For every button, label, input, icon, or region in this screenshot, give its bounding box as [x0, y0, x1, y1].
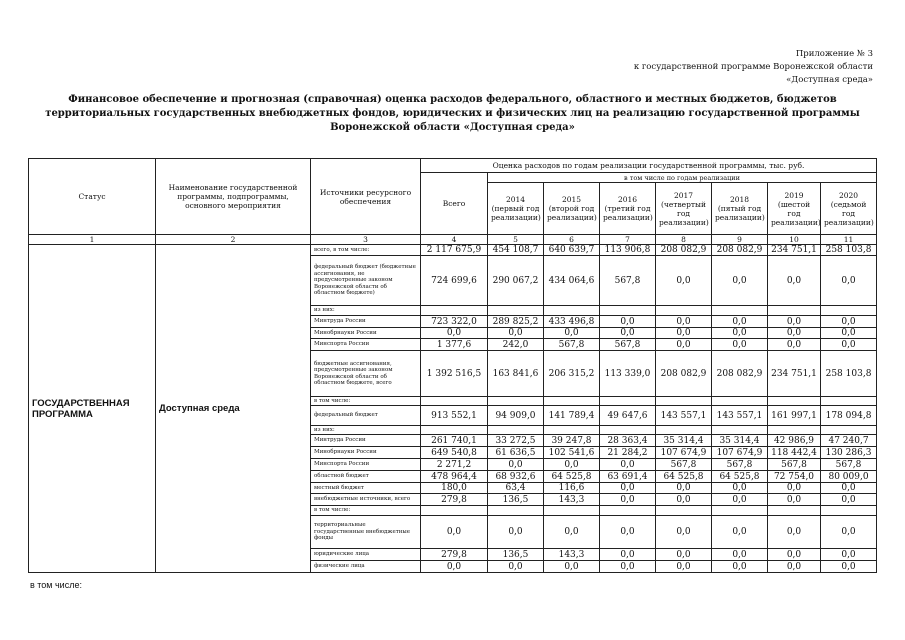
- value-total: 723 322,0: [421, 316, 488, 328]
- value-year: 64 525,8: [544, 471, 600, 483]
- value-year: 0,0: [821, 483, 877, 494]
- value-year: 49 647,6: [600, 406, 656, 426]
- value-year: 0,0: [821, 549, 877, 561]
- footer-note: в том числе:: [30, 580, 82, 590]
- value-year: 433 496,8: [544, 316, 600, 328]
- source-label: областной бюджет: [311, 471, 421, 483]
- value-year: 258 103,8: [821, 245, 877, 256]
- value-year: [544, 506, 600, 516]
- value-year: 234 751,1: [768, 245, 821, 256]
- value-year: 0,0: [712, 316, 768, 328]
- header-status: Статус: [29, 159, 156, 235]
- value-year: 113 906,8: [600, 245, 656, 256]
- value-year: 42 986,9: [768, 435, 821, 447]
- value-total: 0,0: [421, 561, 488, 573]
- column-number-row: [29, 235, 877, 245]
- value-year: 234 751,1: [768, 351, 821, 397]
- value-year: 63 691,4: [600, 471, 656, 483]
- value-year: 0,0: [712, 549, 768, 561]
- source-label: в том числе:: [311, 506, 421, 516]
- column-number: 3: [311, 235, 421, 245]
- value-year: 141 789,4: [544, 406, 600, 426]
- value-year: 136,5: [488, 494, 544, 506]
- value-year: 0,0: [544, 459, 600, 471]
- value-year: [712, 306, 768, 316]
- value-year: 130 286,3: [821, 447, 877, 459]
- value-year: 0,0: [712, 494, 768, 506]
- value-year: 0,0: [600, 494, 656, 506]
- value-year: 567,8: [544, 339, 600, 351]
- value-year: 0,0: [488, 516, 544, 549]
- appendix-program-ref: к государственной программе Воронежской области: [633, 62, 873, 72]
- header-total: Всего: [421, 173, 488, 235]
- value-year: 0,0: [600, 549, 656, 561]
- source-label: внебюджетные источники, всего: [311, 494, 421, 506]
- header-name: Наименование государственной программы, подпрограммы, основного мероприятия: [156, 159, 311, 235]
- value-year: 567,8: [600, 256, 656, 306]
- source-label: федеральный бюджет (бюджетные ассигнования, не предусмотренные законом Воронежской области об областном бюджете): [311, 256, 421, 306]
- source-label: бюджетные ассигнования, предусмотренные законом Воронежской области об областном бюджете, всего: [311, 351, 421, 397]
- column-number: 11: [821, 235, 877, 245]
- value-year: 0,0: [656, 516, 712, 549]
- column-number: 5: [488, 235, 544, 245]
- source-label: в том числе:: [311, 397, 421, 406]
- source-label: всего, в том числе:: [311, 245, 421, 256]
- value-year: 0,0: [821, 339, 877, 351]
- value-year: [488, 306, 544, 316]
- column-number: 2: [156, 235, 311, 245]
- value-year: 0,0: [544, 561, 600, 573]
- value-year: 47 240,7: [821, 435, 877, 447]
- value-year: 0,0: [768, 494, 821, 506]
- value-year: 0,0: [600, 459, 656, 471]
- table-row: [29, 245, 877, 256]
- value-year: 68 932,6: [488, 471, 544, 483]
- source-label: Минобрнауки России: [311, 328, 421, 339]
- value-year: 208 082,9: [712, 351, 768, 397]
- value-year: [821, 397, 877, 406]
- value-year: [768, 426, 821, 435]
- source-label: юридические лица: [311, 549, 421, 561]
- value-year: 39 247,8: [544, 435, 600, 447]
- value-year: 0,0: [712, 561, 768, 573]
- value-year: [656, 397, 712, 406]
- value-year: 0,0: [600, 328, 656, 339]
- value-total: 180,0: [421, 483, 488, 494]
- value-year: 0,0: [488, 328, 544, 339]
- source-label: территориальные государственные внебюджетные фонды: [311, 516, 421, 549]
- value-year: 0,0: [821, 516, 877, 549]
- value-total: [421, 397, 488, 406]
- value-year: 0,0: [712, 339, 768, 351]
- value-year: 0,0: [821, 316, 877, 328]
- value-year: 0,0: [768, 549, 821, 561]
- appendix-block: [634, 48, 873, 87]
- source-label: федеральный бюджет: [311, 406, 421, 426]
- value-year: [544, 426, 600, 435]
- value-year: [768, 506, 821, 516]
- value-year: 64 525,8: [712, 471, 768, 483]
- value-year: 33 272,5: [488, 435, 544, 447]
- value-year: 0,0: [600, 561, 656, 573]
- source-label: из них:: [311, 306, 421, 316]
- value-year: 0,0: [656, 316, 712, 328]
- value-year: 0,0: [656, 339, 712, 351]
- value-year: 208 082,9: [656, 351, 712, 397]
- value-year: 208 082,9: [712, 245, 768, 256]
- value-year: 28 363,4: [600, 435, 656, 447]
- value-year: 0,0: [656, 328, 712, 339]
- value-year: 0,0: [768, 516, 821, 549]
- value-year: 0,0: [656, 256, 712, 306]
- value-year: 0,0: [656, 549, 712, 561]
- value-total: [421, 426, 488, 435]
- value-total: 2 271,2: [421, 459, 488, 471]
- value-total: 0,0: [421, 328, 488, 339]
- value-year: 143,3: [544, 549, 600, 561]
- program-name: Доступная среда: [156, 245, 311, 573]
- value-year: 143,3: [544, 494, 600, 506]
- value-year: 0,0: [768, 561, 821, 573]
- value-year: [600, 426, 656, 435]
- value-year: 0,0: [712, 256, 768, 306]
- value-year: [821, 506, 877, 516]
- value-year: 107 674,9: [656, 447, 712, 459]
- value-year: 0,0: [656, 561, 712, 573]
- column-number: 6: [544, 235, 600, 245]
- value-year: 72 754,0: [768, 471, 821, 483]
- column-number: 4: [421, 235, 488, 245]
- value-year: 80 009,0: [821, 471, 877, 483]
- value-year: [821, 306, 877, 316]
- source-label: физические лица: [311, 561, 421, 573]
- value-year: 0,0: [768, 339, 821, 351]
- value-year: 0,0: [712, 328, 768, 339]
- value-total: 2 117 675,9: [421, 245, 488, 256]
- value-year: 161 997,1: [768, 406, 821, 426]
- value-year: 35 314,4: [712, 435, 768, 447]
- program-status: ГОСУДАРСТВЕННАЯ ПРОГРАММА: [29, 245, 156, 573]
- value-year: [821, 426, 877, 435]
- column-number: 8: [656, 235, 712, 245]
- value-year: 64 525,8: [656, 471, 712, 483]
- value-year: 0,0: [488, 561, 544, 573]
- value-year: 0,0: [821, 561, 877, 573]
- value-year: 567,8: [712, 459, 768, 471]
- value-year: 0,0: [600, 516, 656, 549]
- value-year: 0,0: [768, 483, 821, 494]
- value-year: 0,0: [821, 494, 877, 506]
- value-total: [421, 306, 488, 316]
- value-year: 118 442,4: [768, 447, 821, 459]
- header-year: 2020 (седьмой год реализации): [821, 183, 877, 235]
- column-number: 7: [600, 235, 656, 245]
- appendix-number: Приложение № 3: [795, 49, 873, 59]
- value-total: [421, 506, 488, 516]
- value-total: 279,8: [421, 549, 488, 561]
- document-title: Финансовое обеспечение и прогнозная (справочная) оценка расходов федерального, областного и местных бюджетов, бюджетов территориальных государственных внебюджетных фондов, юридических и физических лиц на реализацию государственной программы Воронежской области «Доступная среда»: [45, 94, 860, 133]
- header-sources: Источники ресурсного обеспечения: [311, 159, 421, 235]
- value-year: [712, 397, 768, 406]
- value-total: 261 740,1: [421, 435, 488, 447]
- value-year: [600, 306, 656, 316]
- value-year: 0,0: [544, 328, 600, 339]
- source-label: Минспорта России: [311, 339, 421, 351]
- value-year: 143 557,1: [712, 406, 768, 426]
- column-number: 10: [768, 235, 821, 245]
- value-year: 113 339,0: [600, 351, 656, 397]
- value-year: [656, 506, 712, 516]
- value-year: 289 825,2: [488, 316, 544, 328]
- value-year: [656, 426, 712, 435]
- value-total: 724 699,6: [421, 256, 488, 306]
- value-year: 0,0: [600, 316, 656, 328]
- value-year: [488, 397, 544, 406]
- value-year: [544, 397, 600, 406]
- value-total: 279,8: [421, 494, 488, 506]
- column-number: 9: [712, 235, 768, 245]
- value-year: [768, 306, 821, 316]
- header-estimate: Оценка расходов по годам реализации государственной программы, тыс. руб.: [421, 159, 877, 173]
- header-year: 2019 (шестой год реализации): [768, 183, 821, 235]
- value-year: 0,0: [656, 494, 712, 506]
- value-year: 434 064,6: [544, 256, 600, 306]
- source-label: Минспорта России: [311, 459, 421, 471]
- value-year: 0,0: [544, 516, 600, 549]
- value-year: 208 082,9: [656, 245, 712, 256]
- header-by-year: в том числе по годам реализации: [488, 173, 877, 183]
- value-year: 0,0: [768, 316, 821, 328]
- value-year: 640 639,7: [544, 245, 600, 256]
- source-label: Минтруда России: [311, 316, 421, 328]
- value-year: 454 108,7: [488, 245, 544, 256]
- value-year: 163 841,6: [488, 351, 544, 397]
- value-year: 63,4: [488, 483, 544, 494]
- value-year: [600, 397, 656, 406]
- value-year: 0,0: [821, 328, 877, 339]
- source-label: Минобрнауки России: [311, 447, 421, 459]
- value-year: 0,0: [600, 483, 656, 494]
- value-total: 1 377,6: [421, 339, 488, 351]
- header-year: 2016 (третий год реализации): [600, 183, 656, 235]
- value-year: 136,5: [488, 549, 544, 561]
- value-year: [544, 306, 600, 316]
- value-year: 0,0: [768, 256, 821, 306]
- value-year: [600, 506, 656, 516]
- value-year: 206 315,2: [544, 351, 600, 397]
- header-year: 2015 (второй год реализации): [544, 183, 600, 235]
- column-number: 1: [29, 235, 156, 245]
- value-total: 913 552,1: [421, 406, 488, 426]
- value-year: 178 094,8: [821, 406, 877, 426]
- value-year: 0,0: [712, 516, 768, 549]
- header-year: 2014 (первый год реализации): [488, 183, 544, 235]
- source-label: из них:: [311, 426, 421, 435]
- value-year: 567,8: [821, 459, 877, 471]
- value-total: 1 392 516,5: [421, 351, 488, 397]
- value-year: 107 674,9: [712, 447, 768, 459]
- value-year: 116,6: [544, 483, 600, 494]
- finance-table: [28, 158, 877, 573]
- value-year: [712, 426, 768, 435]
- value-year: [712, 506, 768, 516]
- header-year: 2017 (четвертый год реализации): [656, 183, 712, 235]
- value-total: 478 964,4: [421, 471, 488, 483]
- value-year: 94 909,0: [488, 406, 544, 426]
- header-year: 2018 (пятый год реализации): [712, 183, 768, 235]
- value-year: 61 636,5: [488, 447, 544, 459]
- value-year: 290 067,2: [488, 256, 544, 306]
- value-year: [488, 426, 544, 435]
- value-year: 21 284,2: [600, 447, 656, 459]
- value-year: 0,0: [712, 483, 768, 494]
- value-total: 649 540,8: [421, 447, 488, 459]
- value-year: [488, 506, 544, 516]
- value-year: 143 557,1: [656, 406, 712, 426]
- value-year: 0,0: [656, 483, 712, 494]
- value-year: 0,0: [768, 328, 821, 339]
- value-year: 0,0: [488, 459, 544, 471]
- value-year: [768, 397, 821, 406]
- value-year: 567,8: [656, 459, 712, 471]
- source-label: местный бюджет: [311, 483, 421, 494]
- source-label: Минтруда России: [311, 435, 421, 447]
- value-total: 0,0: [421, 516, 488, 549]
- value-year: [656, 306, 712, 316]
- value-year: 567,8: [768, 459, 821, 471]
- value-year: 0,0: [821, 256, 877, 306]
- value-year: 567,8: [600, 339, 656, 351]
- value-year: 242,0: [488, 339, 544, 351]
- appendix-program-name: «Доступная среда»: [786, 75, 873, 85]
- value-year: 258 103,8: [821, 351, 877, 397]
- value-year: 102 541,6: [544, 447, 600, 459]
- value-year: 35 314,4: [656, 435, 712, 447]
